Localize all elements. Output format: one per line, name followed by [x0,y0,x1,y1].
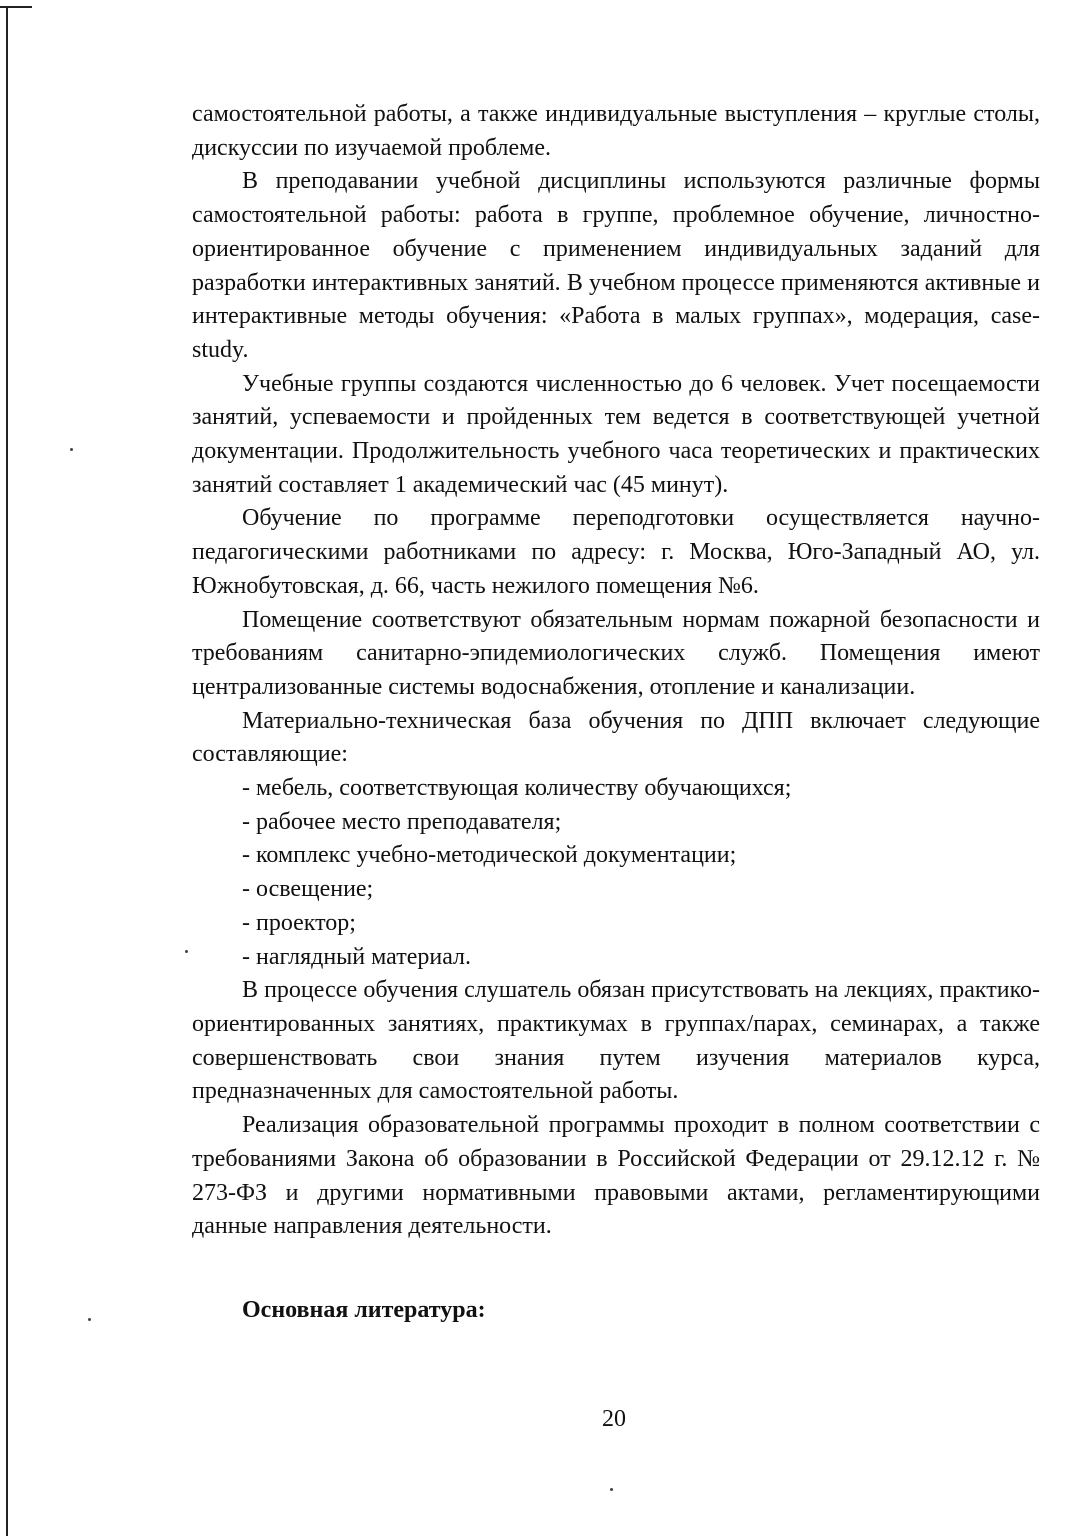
scan-speck [610,1488,613,1491]
list-item: - наглядный материал. [242,943,472,970]
paragraph: В процессе обучения слушатель обязан присутствовать на лекциях, практико-ориентированных занятиях, практикумах в группах/парах, семинарах, а также совершенствовать свои знания путем изучения материалов курса, предназначенных для самостоятельной работы. [192,977,1040,1105]
paragraph: самостоятельной работы, а также индивидуальные выступления – круглые столы, дискуссии по изучаемой проблеме. [192,101,1040,161]
paragraph: Обучение по программе переподготовки осуществляется научно-педагогическими работниками по адресу: г. Москва, Юго-Западный АО, ул. Южнобутовская, д. 66, часть нежилого помещения №6. [192,505,1040,599]
list-item: - проектор; [242,909,356,936]
list-item: - рабочее место преподавателя; [242,808,562,835]
paragraph: Реализация образовательной программы проходит в полном соответствии с требованиями Закона об образовании в Российской Федерации от 29.12.12 г. № 273-ФЗ и другими нормативными правовыми актами, регламентирующими данные направления деятельности. [192,1112,1040,1240]
list-item: - мебель, соответствующая количеству обучающихся; [242,775,792,802]
list-item: - освещение; [242,876,374,903]
scan-edge-top [0,6,32,8]
scan-speck [70,448,73,451]
paragraph: Учебные группы создаются численностью до 6 человек. Учет посещаемости занятий, успеваемости и пройденных тем ведется в соответствующей учетной документации. Продолжительность учебного часа теоретических и практических занятий составляет 1 академический час (45 минут). [192,370,1040,498]
page-number: 20 [602,1406,626,1432]
paragraph: Материально-техническая база обучения по ДПП включает следующие составляющие: [192,707,1040,768]
document-page [192,98,1040,1328]
scan-speck [88,1318,91,1321]
scan-edge-left [6,6,8,1536]
paragraph: Помещение соответствуют обязательным нормам пожарной безопасности и требованиям санитарно-эпидемиологических служб. Помещения имеют централизованные системы водоснабжения, отопление и канализации. [192,606,1040,700]
list-item: - комплекс учебно-методической документации; [242,842,737,869]
paragraph: В преподавании учебной дисциплины используются различные формы самостоятельной работы: работа в группе, проблемное обучение, личностно-ориентированное обучение с применением индивидуальных заданий для разработки интерактивных занятий. В учебном процессе применяются активные и интерактивные методы обучения: «Работа в малых группах», модерация, case-study. [192,168,1040,363]
scan-speck [185,950,188,953]
equipment-list [192,772,1040,974]
section-heading: Основная литература: [242,1296,486,1323]
